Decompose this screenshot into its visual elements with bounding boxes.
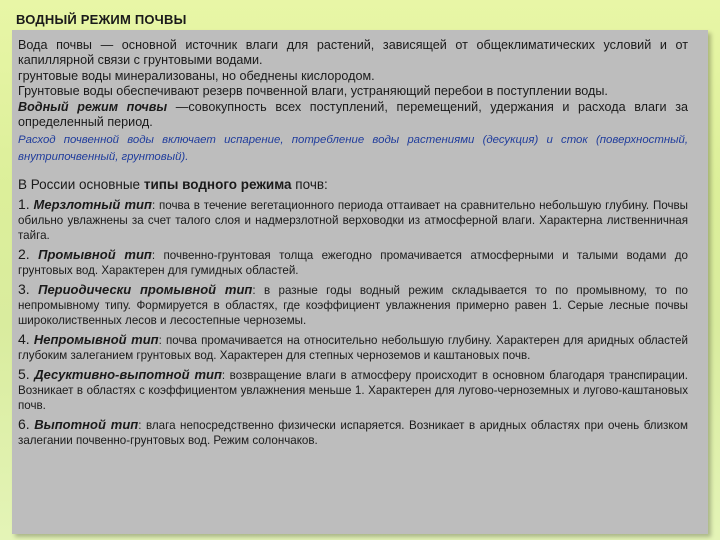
type-number: 4.: [18, 331, 30, 348]
type-description: : в разные годы водный режим складывается то по промывному, то по непромывному типу. Формируется в областях, где коэффициент увлажнения примерно равен 1. Серые лесные почвы широколиственных лесов и лесостепные черноземы.: [18, 284, 688, 328]
type-name: Промывной тип: [38, 247, 152, 263]
types-intro-prefix: В России основные: [18, 177, 144, 193]
type-name: Выпотной тип: [34, 417, 139, 433]
type-description: : влага непосредственно физически испаряется. Возникает в аридных областях при очень близком залегании почвенно-грунтовых вод. Режим солончаков.: [18, 419, 688, 448]
type-name: Непромывной тип: [33, 332, 159, 348]
type-item: [18, 417, 688, 448]
water-loss-note: Расход почвенной воды включает испарение, потребление воды растениями (десукция) и сток (поверхностный, внутрипочвенный, грунтовый).: [18, 134, 688, 164]
type-item: [18, 332, 688, 363]
type-number: 5.: [18, 366, 30, 383]
type-number: 3.: [18, 281, 30, 298]
type-description: : почва в течение вегетационного периода оттаивает на сравнительно небольшую глубину. Почвы обильно увлажнены за счет талого слоя и надмерзлотной верховодки из атмосферной влаги. Характерна лиственничная тайга.: [18, 199, 689, 243]
type-name: Периодически промывной тип: [38, 282, 253, 298]
type-description: : почва промачивается на относительно небольшую глубину. Характерен для аридных областей глубоким залеганием грунтовых вод. Характерен для степных черноземов и каштановых почв.: [18, 334, 688, 363]
type-name: Мерзлотный тип: [33, 197, 152, 213]
type-item: [18, 367, 688, 413]
paragraph-water-source: Вода почвы — основной источник влаги для растений, зависящей от общеклиматических условий и от капиллярной связи с грунтовыми водами.: [18, 38, 688, 68]
type-item: [18, 282, 688, 328]
types-intro-suffix: почв:: [291, 177, 328, 193]
type-name: Десуктивно-выпотной тип: [34, 367, 222, 383]
definition-term: Водный режим почвы: [18, 99, 168, 114]
type-number: 1.: [18, 196, 30, 213]
types-intro-bold: типы водного режима: [143, 177, 292, 193]
slide-title: ВОДНЫЙ РЕЖИМ ПОЧВЫ: [16, 12, 187, 27]
types-intro: [18, 176, 688, 193]
type-number: 6.: [18, 416, 30, 433]
paragraph-groundwater-mineral: грунтовые воды минерализованы, но обеднены кислородом.: [18, 68, 375, 83]
type-number: 2.: [18, 246, 30, 263]
type-item: [18, 197, 688, 243]
type-item: [18, 247, 688, 278]
type-description: : возвращение влаги в атмосферу происходит в основном благодаря транспирации. Возникает в областях с коэффициентом увлажнения меньше 1. Характерен для лугово-черноземных и лугово-каштановых почв.: [18, 369, 689, 413]
type-description: : почвенно-грунтовая толща ежегодно промачивается атмосферными и талыми водами до грунтовых вод. Характерен для гумидных областей.: [18, 249, 688, 278]
paragraph-groundwater-reserve: Грунтовые воды обеспечивают резерв почвенной влаги, устраняющий перебои в поступлении воды.: [18, 84, 608, 99]
content-body: [18, 38, 688, 448]
definition-text: —совокупность всех поступлений, перемещений, удержания и расхода влаги за определенный период.: [18, 99, 688, 130]
definition-paragraph: [18, 100, 688, 131]
